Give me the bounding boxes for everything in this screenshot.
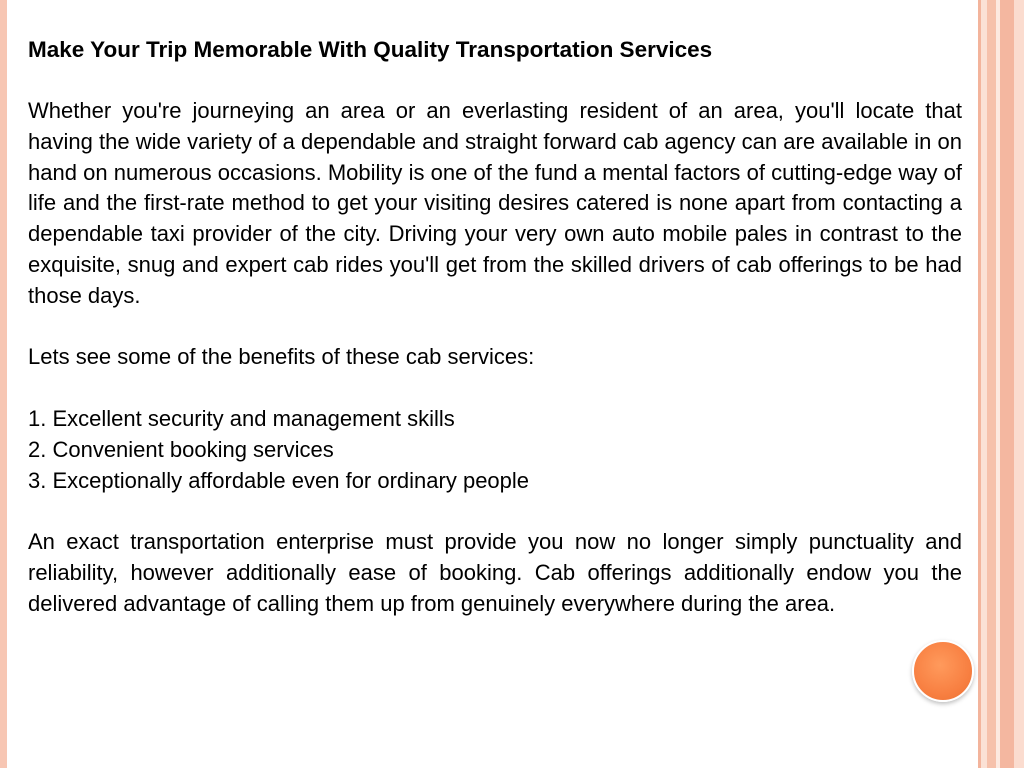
right-decorative-stripe — [987, 0, 996, 768]
right-decorative-stripe — [1014, 0, 1024, 768]
intro-paragraph: Whether you're journeying an area or an everlasting resident of an area, you'll locate that having the wide variety of a dependable and straight forward cab agency can are available in on hand on numerous occasions. Mobility is one of the fund a mental factors of cutting-edge way of life and the first-rate method to get your visiting desires catered is none apart from contacting a dependable taxi provider of the city. Driving your very own auto mobile pales in contrast to the exquisite, snug and expert cab rides you'll get from the skilled drivers of cab offerings to be had those days. — [28, 98, 962, 308]
orange-circle-decoration — [912, 640, 974, 702]
benefits-list — [28, 404, 962, 496]
closing-paragraph: An exact transportation enterprise must provide you now no longer simply punctuality and reliability, however additionally ease of booking. Cab offerings additionally endow you the delivered advantage of calling them up from genuinely everywhere during the area. — [28, 529, 962, 616]
benefits-intro: Lets see some of the benefits of these cab services: — [28, 344, 535, 370]
right-decorative-stripe — [1000, 0, 1014, 768]
list-item: 2. Convenient booking services — [28, 436, 334, 462]
left-decorative-stripe — [0, 0, 7, 768]
slide-content — [28, 34, 962, 620]
list-item: 3. Exceptionally affordable even for ordinary people — [28, 467, 530, 493]
slide-title: Make Your Trip Memorable With Quality Transportation Services — [28, 37, 713, 62]
list-item: 1. Excellent security and management skills — [28, 405, 455, 431]
